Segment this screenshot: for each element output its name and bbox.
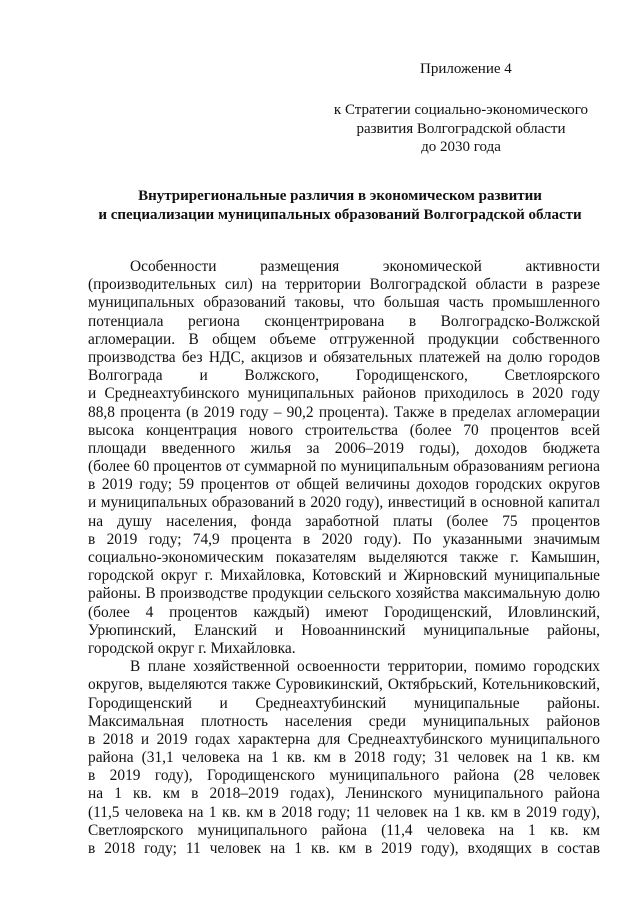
paragraph	[88, 258, 600, 658]
document-title-line: Внутрирегиональные различия в экономическом развитии	[138, 188, 542, 204]
paragraph-line: в 2018 году; 11 человек на 1 кв. км в 2019 году), входящих в состав	[88, 840, 600, 857]
paragraph-line: 88,8 процента (в 2019 году – 90,2 процента). Также в пределах агломерации	[88, 403, 600, 421]
appendix-reference	[330, 101, 592, 157]
paragraph-line: и Среднеахтубинского муниципальных районов приходилось в 2020 году	[88, 385, 600, 403]
paragraph-line: городской округ г. Михайловка.	[88, 639, 296, 657]
paragraph	[88, 658, 600, 858]
document-title	[80, 187, 600, 225]
paragraph-line: потенциала региона сконцентрирована в Волгоградско-Волжской	[88, 312, 600, 330]
paragraph-line: Волгограда и Волжского, Городищенского, Светлоярского	[88, 367, 600, 385]
paragraph-line: В плане хозяйственной освоенности территории, помимо городских	[130, 658, 600, 676]
paragraph-line: высока концентрация нового строительства (более 70 процентов всей	[88, 421, 600, 439]
paragraph-line: Светлоярского муниципального района (11,4 человека на 1 кв. км	[88, 821, 600, 839]
paragraph-line: Особенности размещения экономической активности	[130, 258, 600, 275]
paragraph-line: Урюпинский, Еланский и Новоаннинский муниципальные районы,	[88, 621, 600, 639]
paragraph-line: социально-экономическим показателям выделяются также г. Камышин,	[88, 549, 600, 566]
paragraph-line: и муниципальных образований в 2020 году), инвестиций в основной капитал	[88, 494, 600, 512]
appendix-reference-line: развития Волгоградской области	[356, 120, 566, 137]
paragraph-line: производства без НДС, акцизов и обязательных платежей на долю городов	[88, 348, 600, 366]
paragraph-line: (производительных сил) на территории Волгоградской области в разрезе	[88, 276, 600, 294]
paragraph-line: в 2019 году), Городищенского муниципального района (28 человек	[88, 767, 600, 785]
paragraph-line: (более 4 процентов каждый) имеют Городищенский, Иловлинский,	[88, 603, 600, 621]
appendix-reference-line: до 2030 года	[421, 139, 501, 155]
paragraph-line: муниципальных образований таковы, что большая часть промышленного	[88, 294, 600, 312]
paragraph-line: в 2019 году; 74,9 процента в 2020 году). По указанными значимым	[88, 530, 600, 548]
appendix-label: Приложение 4	[420, 61, 512, 77]
paragraph-line: районы. В производстве продукции сельского хозяйства максимальную долю	[88, 585, 600, 603]
paragraph-line: Городищенский и Среднеахтубинский муниципальные районы.	[88, 694, 600, 712]
document-title-line: и специализации муниципальных образований Волгоградской области	[98, 207, 582, 223]
paragraph-line: (более 60 процентов от суммарной по муниципальным образованиям региона	[88, 458, 600, 476]
paragraph-line: в 2018 и 2019 годах характерна для Среднеахтубинского муниципального	[88, 730, 600, 748]
paragraph-line: агломерации. В общем объеме отгруженной продукции собственного	[88, 330, 600, 348]
paragraph-line: округов, выделяются также Суровикинский, Октябрьский, Котельниковский,	[88, 676, 600, 694]
appendix-reference-line: к Стратегии социально-экономического	[333, 102, 589, 118]
paragraph-line: района (31,1 человека на 1 кв. км в 2018 году; 31 человек на 1 кв. км	[88, 749, 600, 767]
paragraph-line: в 2019 году; 59 процентов от общей величины доходов городских округов	[88, 476, 600, 494]
paragraph-line: на душу населения, фонда заработной платы (более 75 процентов	[88, 512, 600, 530]
paragraph-line: площади введенного жилья за 2006–2019 годы), доходов бюджета	[88, 439, 600, 457]
paragraph-line: (11,5 человека на 1 кв. км в 2018 году; 11 человек на 1 кв. км в 2019 году),	[88, 803, 600, 821]
body-text	[88, 258, 600, 858]
paragraph-line: Максимальная плотность населения среди муниципальных районов	[88, 712, 600, 730]
paragraph-line: на 1 кв. км в 2018–2019 годах), Ленинского муниципального района	[88, 785, 600, 803]
paragraph-line: городской округ г. Михайловка, Котовский и Жирновский муниципальные	[88, 567, 600, 585]
